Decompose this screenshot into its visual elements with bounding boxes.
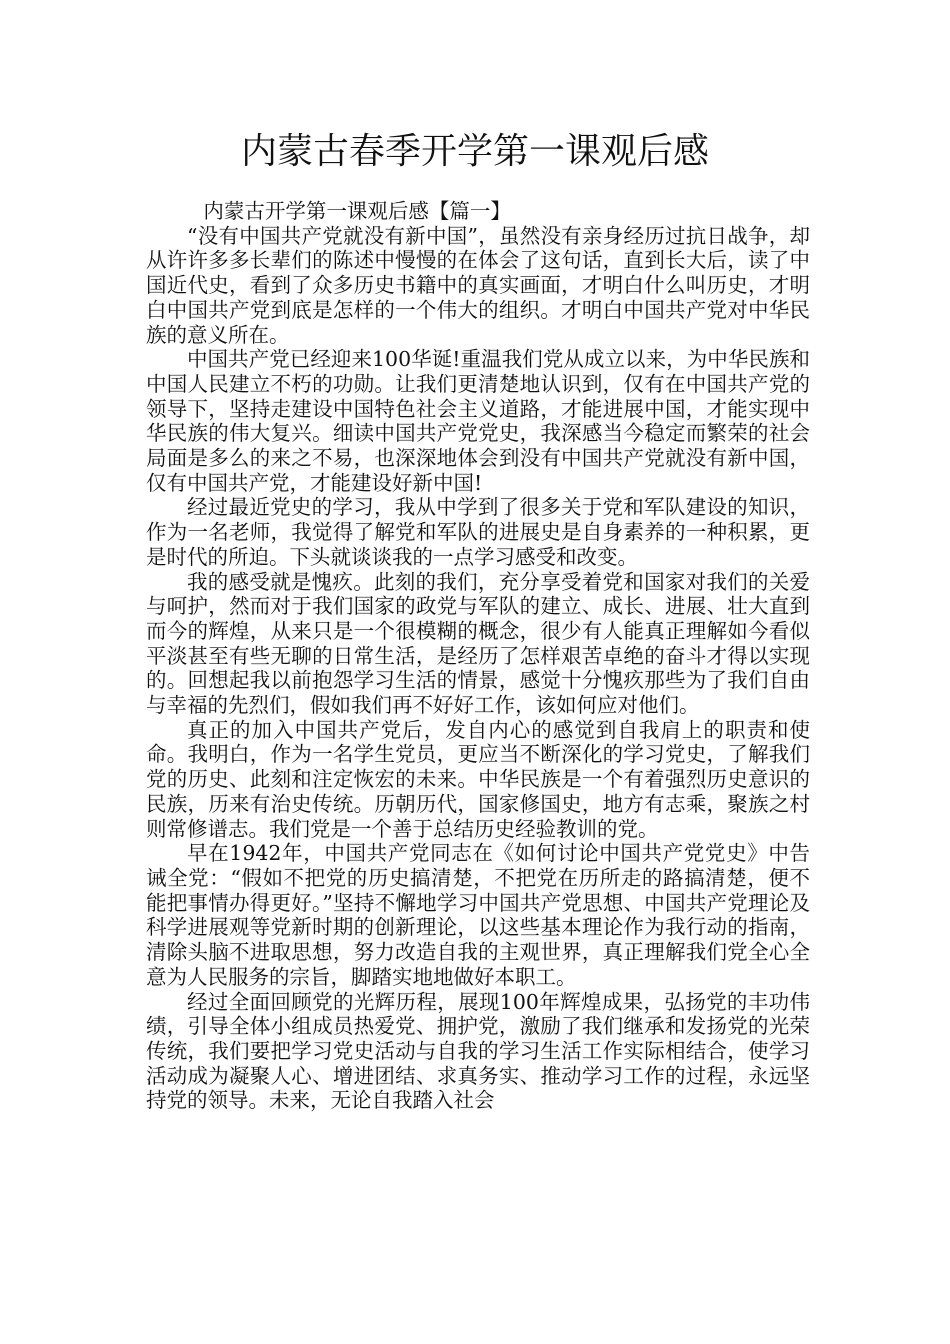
paragraph-4: 我的感受就是愧疚。此刻的我们，充分享受着党和国家对我们的关爱与呵护，然而对于我们国家的政党与军队的建立、成长、进展、壮大直到而今的辉煌，从来只是一个很模糊的概念，很少有人能真正理解如今看似平淡甚至有些无聊的日常生活，是经历了怎样艰苦卓绝的奋斗才得以实现的。回想起我以前抱怨学习生活的情景，感觉十分愧疚那些为了我们自由与幸福的先烈们，假如我们再不好好工作，该如何应对他们。 <box>146 569 810 718</box>
paragraph-7: 经过全面回顾党的光辉历程，展现100年辉煌成果，弘扬党的丰功伟绩，引导全体小组成员热爱党、拥护党，激励了我们继承和发扬党的光荣传统，我们要把学习党史活动与自我的学习生活工作实际相结合，使学习活动成为凝聚人心、增进团结、求真务实、推动学习工作的过程，永远坚持党的领导。未来，无论自我踏入社会 <box>146 989 810 1113</box>
paragraph-1: “没有中国共产党就没有新中国”，虽然没有亲身经历过抗日战争，却从许许多多长辈们的陈述中慢慢的在体会了这句话，直到长大后，读了中国近代史，看到了众多历史书籍中的真实画面，才明白什么叫历史，才明白中国共产党到底是怎样的一个伟大的组织。才明白中国共产党对中华民族的意义所在。 <box>146 223 810 347</box>
section-subheading: 内蒙古开学第一课观后感【篇一】 <box>203 199 511 223</box>
paragraph-6: 早在1942年，中国共产党同志在《如何讨论中国共产党党史》中告诫全党：“假如不把党的历史搞清楚，不把党在历所走的路搞清楚，便不能把事情办得更好。”坚持不懈地学习中国共产党思想、中国共产党理论及科学进展观等党新时期的创新理论，以这些基本理论作为我行动的指南，清除头脑不进取思想，努力改造自我的主观世界，真正理解我们党全心全意为人民服务的宗旨，脚踏实地地做好本职工。 <box>146 841 810 989</box>
document-body <box>146 199 810 1113</box>
paragraph-3: 经过最近党史的学习，我从中学到了很多关于党和军队建设的知识，作为一名老师，我觉得了解党和军队的进展史是自身素养的一种积累，更是时代的所迫。下头就谈谈我的一点学习感受和改变。 <box>146 495 810 569</box>
paragraph-5: 真正的加入中国共产党后，发自内心的感觉到自我肩上的职责和使命。我明白，作为一名学生党员，更应当不断深化的学习党史，了解我们党的历史、此刻和注定恢宏的未来。中华民族是一个有着强烈历史意识的民族，历来有治史传统。历朝历代，国家修国史，地方有志乘，聚族之村则常修谱志。我们党是一个善于总结历史经验教训的党。 <box>146 717 810 841</box>
document-title: 内蒙古春季开学第一课观后感 <box>240 131 709 172</box>
paragraph-2: 中国共产党已经迎来100华诞!重温我们党从成立以来，为中华民族和中国人民建立不朽的功勋。让我们更清楚地认识到，仅有在中国共产党的领导下，坚持走建设中国特色社会主义道路，才能进展中国，才能实现中华民族的伟大复兴。细读中国共产党党史，我深感当今稳定而繁荣的社会局面是多么的来之不易，也深深地体会到没有中国共产党就没有新中国，仅有中国共产党，才能建设好新中国! <box>146 347 810 495</box>
